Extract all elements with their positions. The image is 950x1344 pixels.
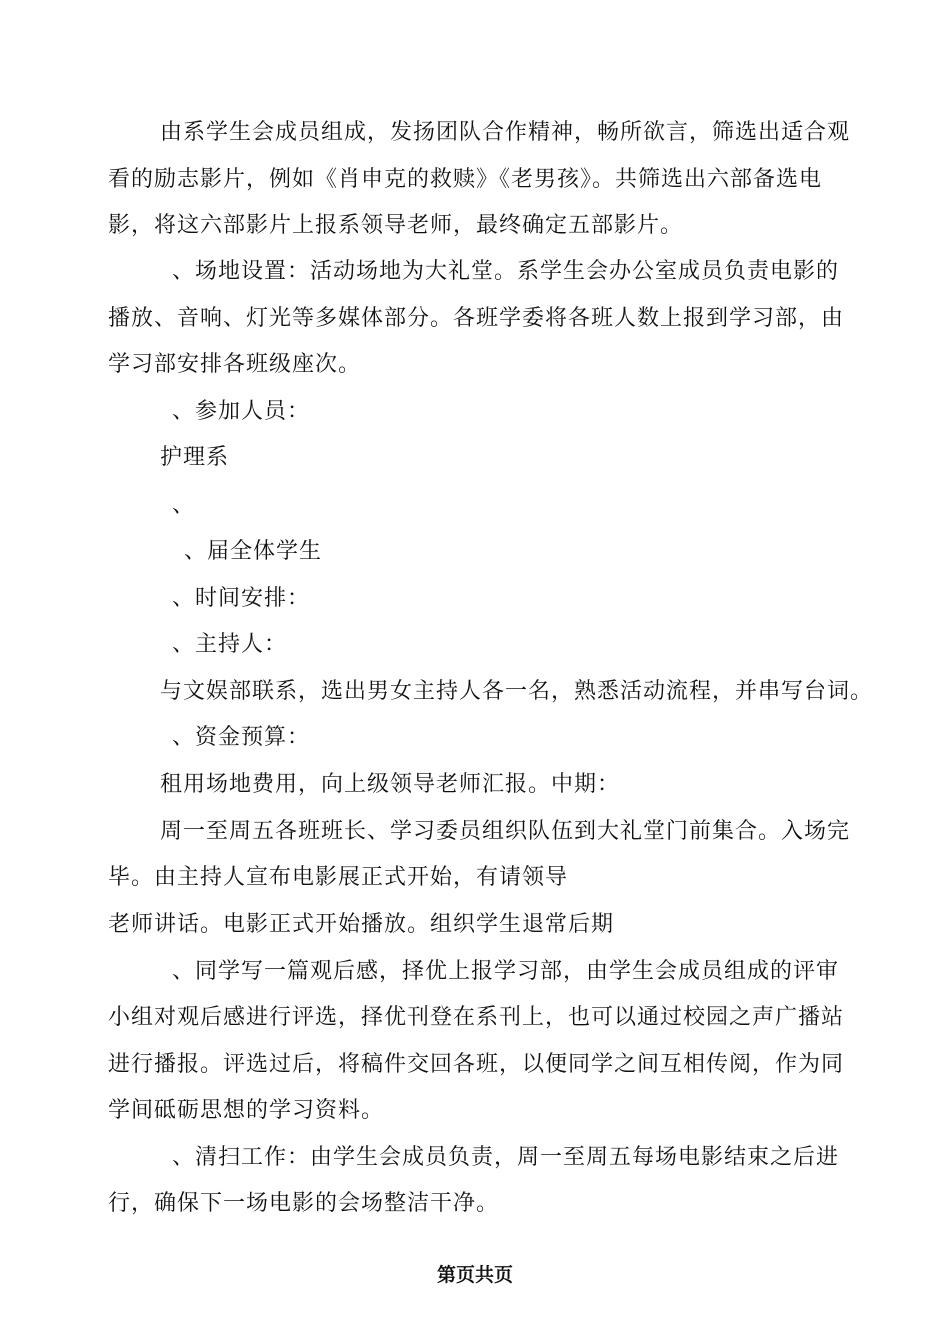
page-footer: 第页共页 — [436, 1264, 513, 1286]
text-line: 、届全体学生 — [184, 539, 323, 564]
text-line: 学习部安排各班级座次。 — [108, 352, 362, 377]
text-line: 小组对观后感进行评选，择优刊登在系刊上，也可以通过校园之声广播站 — [108, 1005, 845, 1030]
text-line: 与文娱部联系，选出男女主持人各一名，熟悉活动流程，并串写台词。 — [160, 679, 874, 704]
text-line: 、清扫工作：由学生会成员负责，周一至周五每场电影结束之后进 — [172, 1145, 840, 1170]
text-line: 护理系 — [160, 445, 230, 470]
text-line: 、同学写一篇观后感，择优上报学习部，由学生会成员组成的评审 — [172, 959, 840, 984]
text-line: 行，确保下一场电影的会场整洁干净。 — [108, 1191, 500, 1216]
text-line: 影，将这六部影片上报系领导老师，最终确定五部影片。 — [108, 213, 684, 238]
text-line: 播放、音响、灯光等多媒体部分。各班学委将各班人数上报到学习部，由 — [108, 306, 845, 331]
text-line: 毕。由主持人宣布电影展正式开始，有请领导 — [108, 865, 569, 890]
text-line: 、参加人员： — [172, 399, 311, 424]
text-line: 、场地设置：活动场地为大礼堂。系学生会办公室成员负责电影的 — [172, 259, 840, 284]
text-line: 、时间安排： — [172, 586, 311, 611]
text-line: 、资金预算： — [172, 725, 311, 750]
text-line: 学间砥砺思想的学习资料。 — [108, 1098, 385, 1123]
text-line: 老师讲话。电影正式开始播放。组织学生退常后期 — [108, 912, 615, 937]
text-line: 租用场地费用，向上级领导老师汇报。中期： — [160, 772, 621, 797]
text-line: 看的励志影片，例如《肖申克的救赎》《老男孩》。共筛选出六部备选电 — [108, 167, 823, 192]
text-line: 进行播报。评选过后，将稿件交回各班，以便同学之间互相传阅，作为同 — [108, 1052, 845, 1077]
text-line: 由系学生会成员组成，发扬团队合作精神，畅所欲言，筛选出适合观 — [160, 120, 851, 145]
text-line: 、主持人： — [172, 632, 288, 657]
text-line: 周一至周五各班班长、学习委员组织队伍到大礼堂门前集合。入场完 — [160, 819, 851, 844]
text-line: 、 — [172, 493, 196, 518]
